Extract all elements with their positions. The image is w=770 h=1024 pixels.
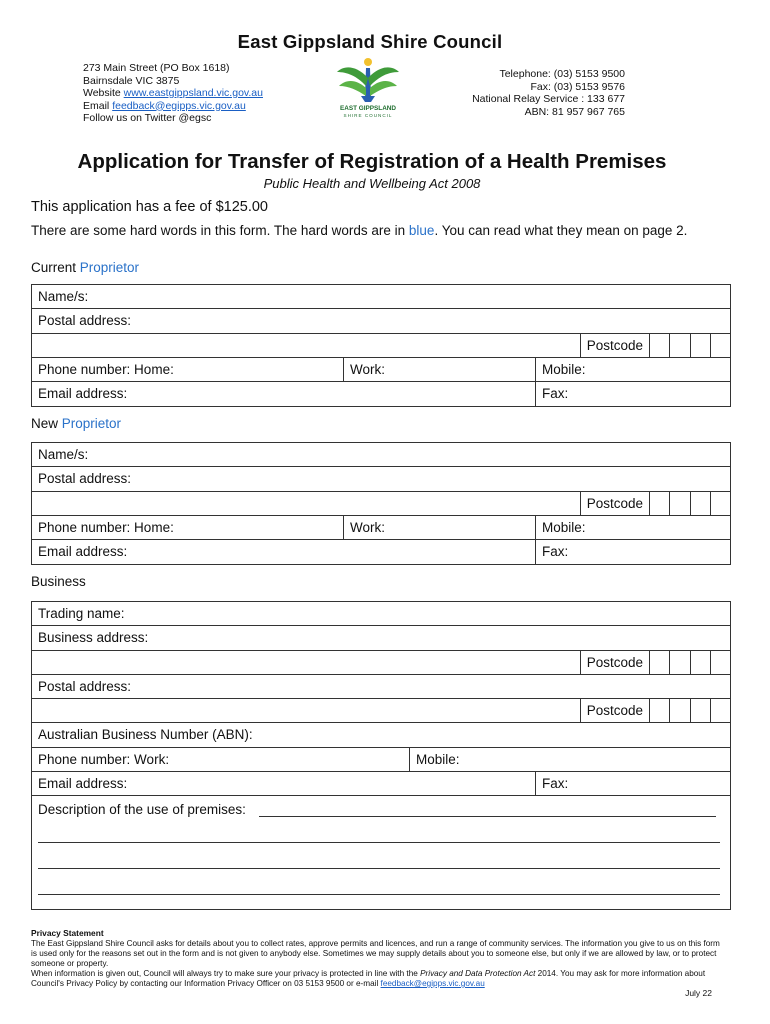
new-postal-row[interactable] [32,467,730,491]
current-proprietor-form [31,284,731,407]
relay-service: National Relay Service : 133 677 [472,93,625,105]
current-phone-home-label: Phone number: Home: [38,361,174,377]
business-postal-row[interactable] [32,675,730,699]
new-postcode-digit-2[interactable] [669,492,689,515]
privacy-text-3: 2014. You may ask for more information about Council's Privacy Policy by contacting our Information Privacy Officer on 03 5153 9500 or e-mail [31,969,706,988]
address-line-2: Bairnsdale VIC 3875 [83,74,180,87]
business-phone-row [32,748,730,772]
email-link[interactable]: feedback@egipps.vic.gov.au [112,99,246,112]
description-line-3 [38,868,720,869]
current-fax-field[interactable] [535,382,730,406]
privacy-statement [31,928,721,989]
business-fax-field[interactable] [535,772,730,795]
email-prefix: Email [83,99,113,112]
description-line-4 [38,894,720,895]
business-postal-postcode-digit-1[interactable] [649,699,669,722]
premises-description-area[interactable] [32,796,730,909]
business-mobile-label: Mobile: [416,751,460,767]
business-postcode-label: Postcode [580,651,649,674]
current-postcode-digit-3[interactable] [690,334,710,357]
business-mobile-field[interactable] [409,748,730,771]
new-postcode-digit-1[interactable] [649,492,669,515]
council-logo [333,56,403,120]
new-mobile-field[interactable] [535,516,730,539]
privacy-email-link[interactable]: feedback@egipps.vic.gov.au [380,979,485,988]
description-line-2 [38,842,720,843]
current-mobile-label: Mobile: [542,361,586,377]
trading-name-row[interactable] [32,602,730,626]
new-phone-home-field[interactable] [32,516,343,539]
business-postcode-digit-4[interactable] [710,651,730,674]
business-fax-label: Fax: [542,776,569,792]
council-logo-icon [333,56,403,120]
new-names-label: Name/s: [38,447,89,462]
email-line [83,100,263,113]
new-postcode-row [32,492,730,516]
business-phone-work-field[interactable] [32,748,409,771]
trading-name-label: Trading name: [38,606,125,621]
business-phone-work-label: Phone number: Work: [38,751,170,767]
new-phone-row [32,516,730,540]
business-postcode-digit-3[interactable] [690,651,710,674]
new-names-row[interactable] [32,443,730,467]
business-postal-postcode-digit-3[interactable] [690,699,710,722]
new-email-row [32,540,730,564]
address-line-1: 273 Main Street (PO Box 1618) [83,62,230,74]
new-email-field[interactable] [32,540,535,564]
current-postcode-digit-1[interactable] [649,334,669,357]
abn-label: Australian Business Number (ABN): [38,727,253,743]
new-mobile-label: Mobile: [542,519,586,535]
current-postcode-digit-4[interactable] [710,334,730,357]
business-heading: Business [31,574,86,589]
website-prefix: Website [83,87,124,99]
new-email-label: Email address: [38,544,128,560]
business-postcode-row [32,651,730,675]
form-date: July 22 [685,988,712,998]
current-phone-home-field[interactable] [32,358,343,381]
business-address-row[interactable] [32,626,730,650]
intro-text [31,223,701,239]
premises-description-label: Description of the use of premises: [38,802,246,818]
website-line [83,87,263,100]
new-prefix: New [31,416,62,431]
business-form [31,601,731,910]
current-email-field[interactable] [32,382,535,406]
business-email-row [32,772,730,796]
current-prefix: Current [31,260,80,275]
council-contact [472,68,625,118]
intro-part-1: There are some hard words in this form. The hard words are in [31,223,409,238]
current-proprietor-heading [31,260,139,275]
page-title: Application for Transfer of Registration of a Health Premises [77,150,667,173]
business-postal-postcode-digit-2[interactable] [669,699,689,722]
privacy-heading: Privacy Statement [31,928,104,938]
current-names-row[interactable] [32,285,730,309]
current-postcode-label: Postcode [580,334,649,357]
business-email-label: Email address: [38,776,128,792]
current-work-label: Work: [350,361,386,377]
current-fax-label: Fax: [542,386,569,402]
current-postcode-digit-2[interactable] [669,334,689,357]
privacy-text-2: When information is given out, Council will always try to make sure your privacy is protected in line with the [31,969,421,978]
business-postal-postcode-row [32,699,730,723]
intro-blue-word: blue [408,223,435,238]
logo-text-top: EAST GIPPSLAND [339,105,397,112]
current-postcode-row [32,334,730,358]
business-email-field[interactable] [32,772,535,795]
new-postal-label: Postal address: [38,471,132,487]
business-postcode-digit-1[interactable] [649,651,669,674]
new-fax-label: Fax: [542,544,569,560]
new-proprietor-form [31,442,731,565]
privacy-act-name: Privacy and Data Protection Act [420,969,536,978]
new-proprietor-term: Proprietor [61,416,122,431]
logo-text-bottom: SHIRE COUNCIL [343,113,393,118]
description-line-1 [259,816,716,817]
website-link[interactable]: www.eastgippsland.vic.gov.au [123,87,263,99]
current-mobile-field[interactable] [535,358,730,381]
new-work-field[interactable] [343,516,535,539]
council-name: East Gippsland Shire Council [237,31,503,52]
telephone: Telephone: (03) 5153 9500 [499,68,625,80]
current-work-field[interactable] [343,358,535,381]
current-names-label: Name/s: [38,289,89,304]
council-address [83,62,263,125]
current-email-label: Email address: [38,386,128,402]
current-postal-label: Postal address: [38,313,132,329]
new-proprietor-heading [31,416,121,431]
twitter-line: Follow us on Twitter @egsc [83,112,212,124]
new-postcode-label: Postcode [580,492,649,515]
new-postcode-digit-3[interactable] [690,492,710,515]
new-fax-field[interactable] [535,540,730,564]
abn-row[interactable] [32,723,730,747]
business-postcode-digit-2[interactable] [669,651,689,674]
abn-number: ABN: 81 957 967 765 [524,105,625,118]
fee-statement: This application has a fee of $125.00 [31,199,268,215]
fax-number: Fax: (03) 5153 9576 [530,80,625,93]
privacy-text-1: The East Gippsland Shire Council asks for details about you to collect rates, approve permits and licences, and run a range of community services. The information you give to us on this form is used only for the reasons set out in the form and is not given to anybody else. Sometimes we may supply details about you to someone else, but only if we are allowed by law, or to protect someone or property. [31,939,720,968]
intro-part-2: . You can read what they mean on page 2. [434,223,688,238]
business-address-label: Business address: [38,630,149,646]
new-phone-home-label: Phone number: Home: [38,519,174,535]
current-email-row [32,382,730,406]
new-postcode-digit-4[interactable] [710,492,730,515]
current-postal-row[interactable] [32,309,730,333]
business-postal-postcode-label: Postcode [580,699,649,722]
business-postal-label: Postal address: [38,678,132,694]
current-proprietor-term: Proprietor [79,260,140,275]
current-phone-row [32,358,730,382]
page-subtitle: Public Health and Wellbeing Act 2008 [263,176,481,191]
business-postal-postcode-digit-4[interactable] [710,699,730,722]
new-work-label: Work: [350,519,386,535]
